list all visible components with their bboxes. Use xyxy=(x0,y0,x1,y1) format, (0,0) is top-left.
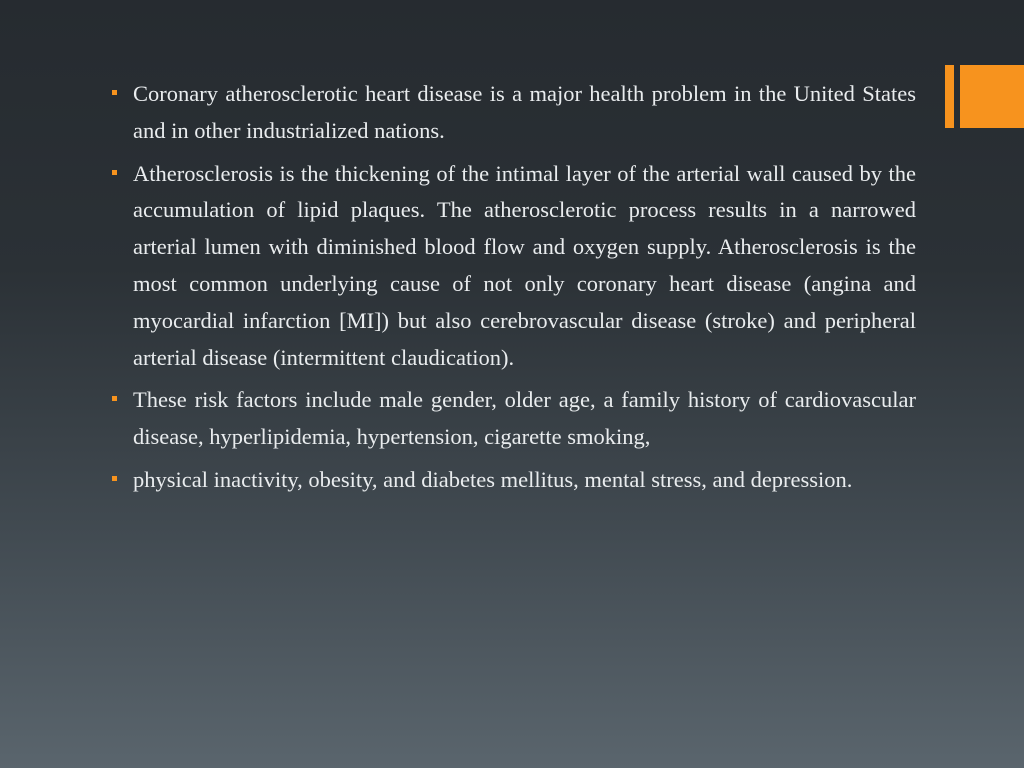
square-bullet-icon xyxy=(112,396,117,401)
slide-content xyxy=(112,76,916,505)
bullet-text: Coronary atherosclerotic heart disease is a major health problem in the United States and in other industrialized nations. xyxy=(133,81,916,143)
accent-bar-thick xyxy=(960,65,1024,128)
bullet-text: Atherosclerosis is the thickening of the intimal layer of the arterial wall caused by the accumulation of lipid plaques. The atherosclerotic process results in a narrowed arterial lumen with diminished blood flow and oxygen supply. Atherosclerosis is the most common underlying cause of not only coronary heart disease (angina and myocardial infarction [MI]) but also cerebrovascular disease (stroke) and peripheral arterial disease (intermittent claudication). xyxy=(133,160,916,370)
accent-bar-thin xyxy=(945,65,954,128)
square-bullet-icon xyxy=(112,90,117,95)
bullet-text: These risk factors include male gender, older age, a family history of cardiovascular disease, hyperlipidemia, hypertension, cigarette smoking, xyxy=(133,387,916,450)
bullet-item xyxy=(112,156,916,377)
bullet-item xyxy=(112,462,916,499)
square-bullet-icon xyxy=(112,170,117,175)
square-bullet-icon xyxy=(112,476,117,481)
bullet-text: physical inactivity, obesity, and diabetes mellitus, mental stress, and depression. xyxy=(133,466,853,492)
bullet-item xyxy=(112,76,916,150)
bullet-item xyxy=(112,382,916,456)
